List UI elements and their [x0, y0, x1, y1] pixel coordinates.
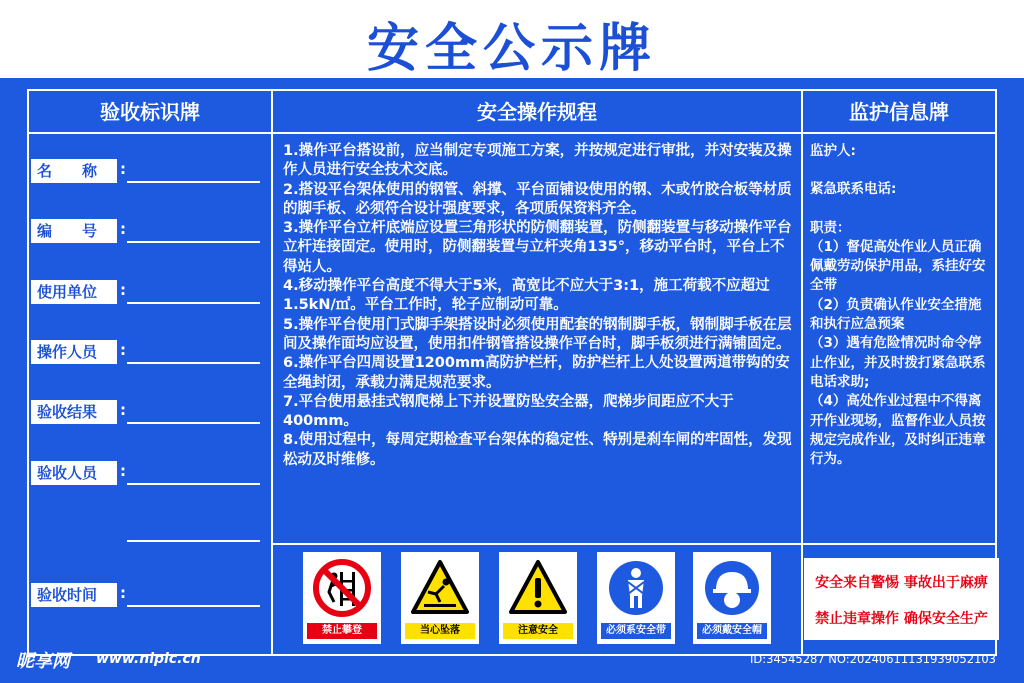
supervision-info [810, 142, 990, 469]
slogan-line: 禁止违章操作 确保安全生产 [815, 611, 988, 627]
colon: : [120, 462, 126, 480]
column-head-supervision: 监护信息牌 [849, 100, 949, 124]
sign-caption: 必须系安全带 [601, 623, 671, 639]
field-value-number[interactable] [127, 241, 260, 243]
field-value-unit[interactable] [127, 302, 260, 304]
colon: : [120, 401, 126, 419]
caution-icon [508, 558, 568, 618]
supervisor-label: 监护人: [810, 143, 856, 159]
field-label-unit: 使用单位 [31, 280, 117, 304]
rule-item: 4.移动操作平台高度不得大于5米，高宽比不应大于3:1，施工荷载不应超过1.5kN/㎡。平台工作时，轮子应制动可靠。 [283, 278, 770, 314]
bottom-divider [271, 543, 997, 545]
emergency-phone-label: 紧急联系电话: [810, 181, 897, 198]
field-label-name: 名 称 [31, 159, 117, 183]
duty-item: （1）督促高处作业人员正确佩戴劳动保护用品，系挂好安全带 [810, 238, 986, 294]
sign-caption: 当心坠落 [405, 623, 475, 639]
no-climbing-icon [312, 558, 372, 618]
sign-fall-warning [401, 552, 479, 644]
rule-item: 3.操作平台立杆底端应设置三角形状的防侧翻装置，防侧翻装置与移动操作平台立杆连接固定。使用时，防侧翻装置与立杆夹角135°，移动平台时，平台上不得站人。 [283, 220, 792, 275]
field-value-operators[interactable] [127, 362, 260, 364]
operation-rules [283, 142, 798, 470]
slogan-line: 安全来自警惕 事故出于麻痹 [815, 575, 988, 591]
colon: : [120, 584, 126, 602]
field-value-name[interactable] [127, 181, 260, 183]
column-head-acceptance: 验收标识牌 [100, 100, 200, 124]
duty-title: 职责： [810, 219, 851, 236]
sign-caption: 必须戴安全帽 [697, 623, 767, 639]
sign-caution [499, 552, 577, 644]
field-label-date: 验收时间 [31, 583, 117, 607]
safety-belt-icon [606, 558, 666, 618]
rule-item: 5.操作平台使用门式脚手架搭设时必须使用配套的钢制脚手板，钢制脚手板在层间及操作面均应设置，使用扣件钢管搭设操作平台时，脚手板须进行满铺固定。 [283, 316, 792, 352]
colon: : [120, 160, 126, 178]
colon: : [120, 341, 126, 359]
watermark-site: www.nipic.cn [96, 651, 201, 667]
sign-no-climbing [303, 552, 381, 644]
column-head-rules: 安全操作规程 [477, 100, 597, 124]
rule-item: 1.操作平台搭设前，应当制定专项施工方案，并按规定进行审批，并对安装及操作人员进行安全技术交底。 [283, 143, 792, 179]
page-title: 安全公示牌 [366, 19, 657, 79]
sign-caption: 禁止攀登 [307, 623, 377, 639]
duty-item: （3）遇有危险情况时命令停止作业，并及时拨打紧急联系电话求助; [810, 335, 986, 390]
helmet-icon [702, 558, 762, 618]
watermark-logo: 昵享网 [16, 651, 70, 672]
duty-item: （2）负责确认作业安全措施和执行应急预案 [810, 296, 982, 333]
field-value-inspectors[interactable] [127, 483, 260, 485]
sign-safety-belt [597, 552, 675, 644]
slogan-box [804, 558, 999, 640]
field-value-inspectors-extra[interactable] [127, 540, 260, 542]
rule-item: 7.平台使用悬挂式钢爬梯上下并设置防坠安全器，爬梯步间距应不大于400mm。 [283, 393, 734, 430]
colon: : [120, 281, 126, 299]
field-value-result[interactable] [127, 422, 260, 424]
watermark-id: ID:34545287 NO:20240611131939052103 [750, 652, 996, 666]
sign-helmet [693, 552, 771, 644]
field-label-number: 编 号 [31, 219, 117, 243]
divider-right [801, 89, 803, 656]
fall-warning-icon [410, 558, 470, 618]
duty-item: （4）高处作业过程中不得离开作业现场，监督作业人员按规定完成作业，及时纠正违章行为。 [810, 393, 986, 468]
field-label-operators: 操作人员 [31, 340, 117, 364]
rule-item: 6.操作平台四周设置1200mm高防护栏杆，防护栏杆上人处设置两道带钩的安全绳封闭，承载力满足规范要求。 [283, 355, 790, 391]
field-label-inspectors: 验收人员 [31, 461, 117, 485]
field-value-date[interactable] [127, 605, 260, 607]
rule-item: 2.搭设平台架体使用的钢管、斜撑、平台面铺设使用的钢、木或竹胶合板等材质的脚手板、必须符合设计强度要求，各项质保资料齐全。 [283, 181, 792, 217]
divider-left [271, 89, 273, 656]
colon: : [120, 220, 126, 238]
rule-item: 8.使用过程中，每周定期检查平台架体的稳定性、特别是刹车闸的牢固性，发现松动及时维修。 [283, 432, 792, 468]
field-label-result: 验收结果 [31, 400, 117, 424]
sign-caption: 注意安全 [503, 623, 573, 639]
